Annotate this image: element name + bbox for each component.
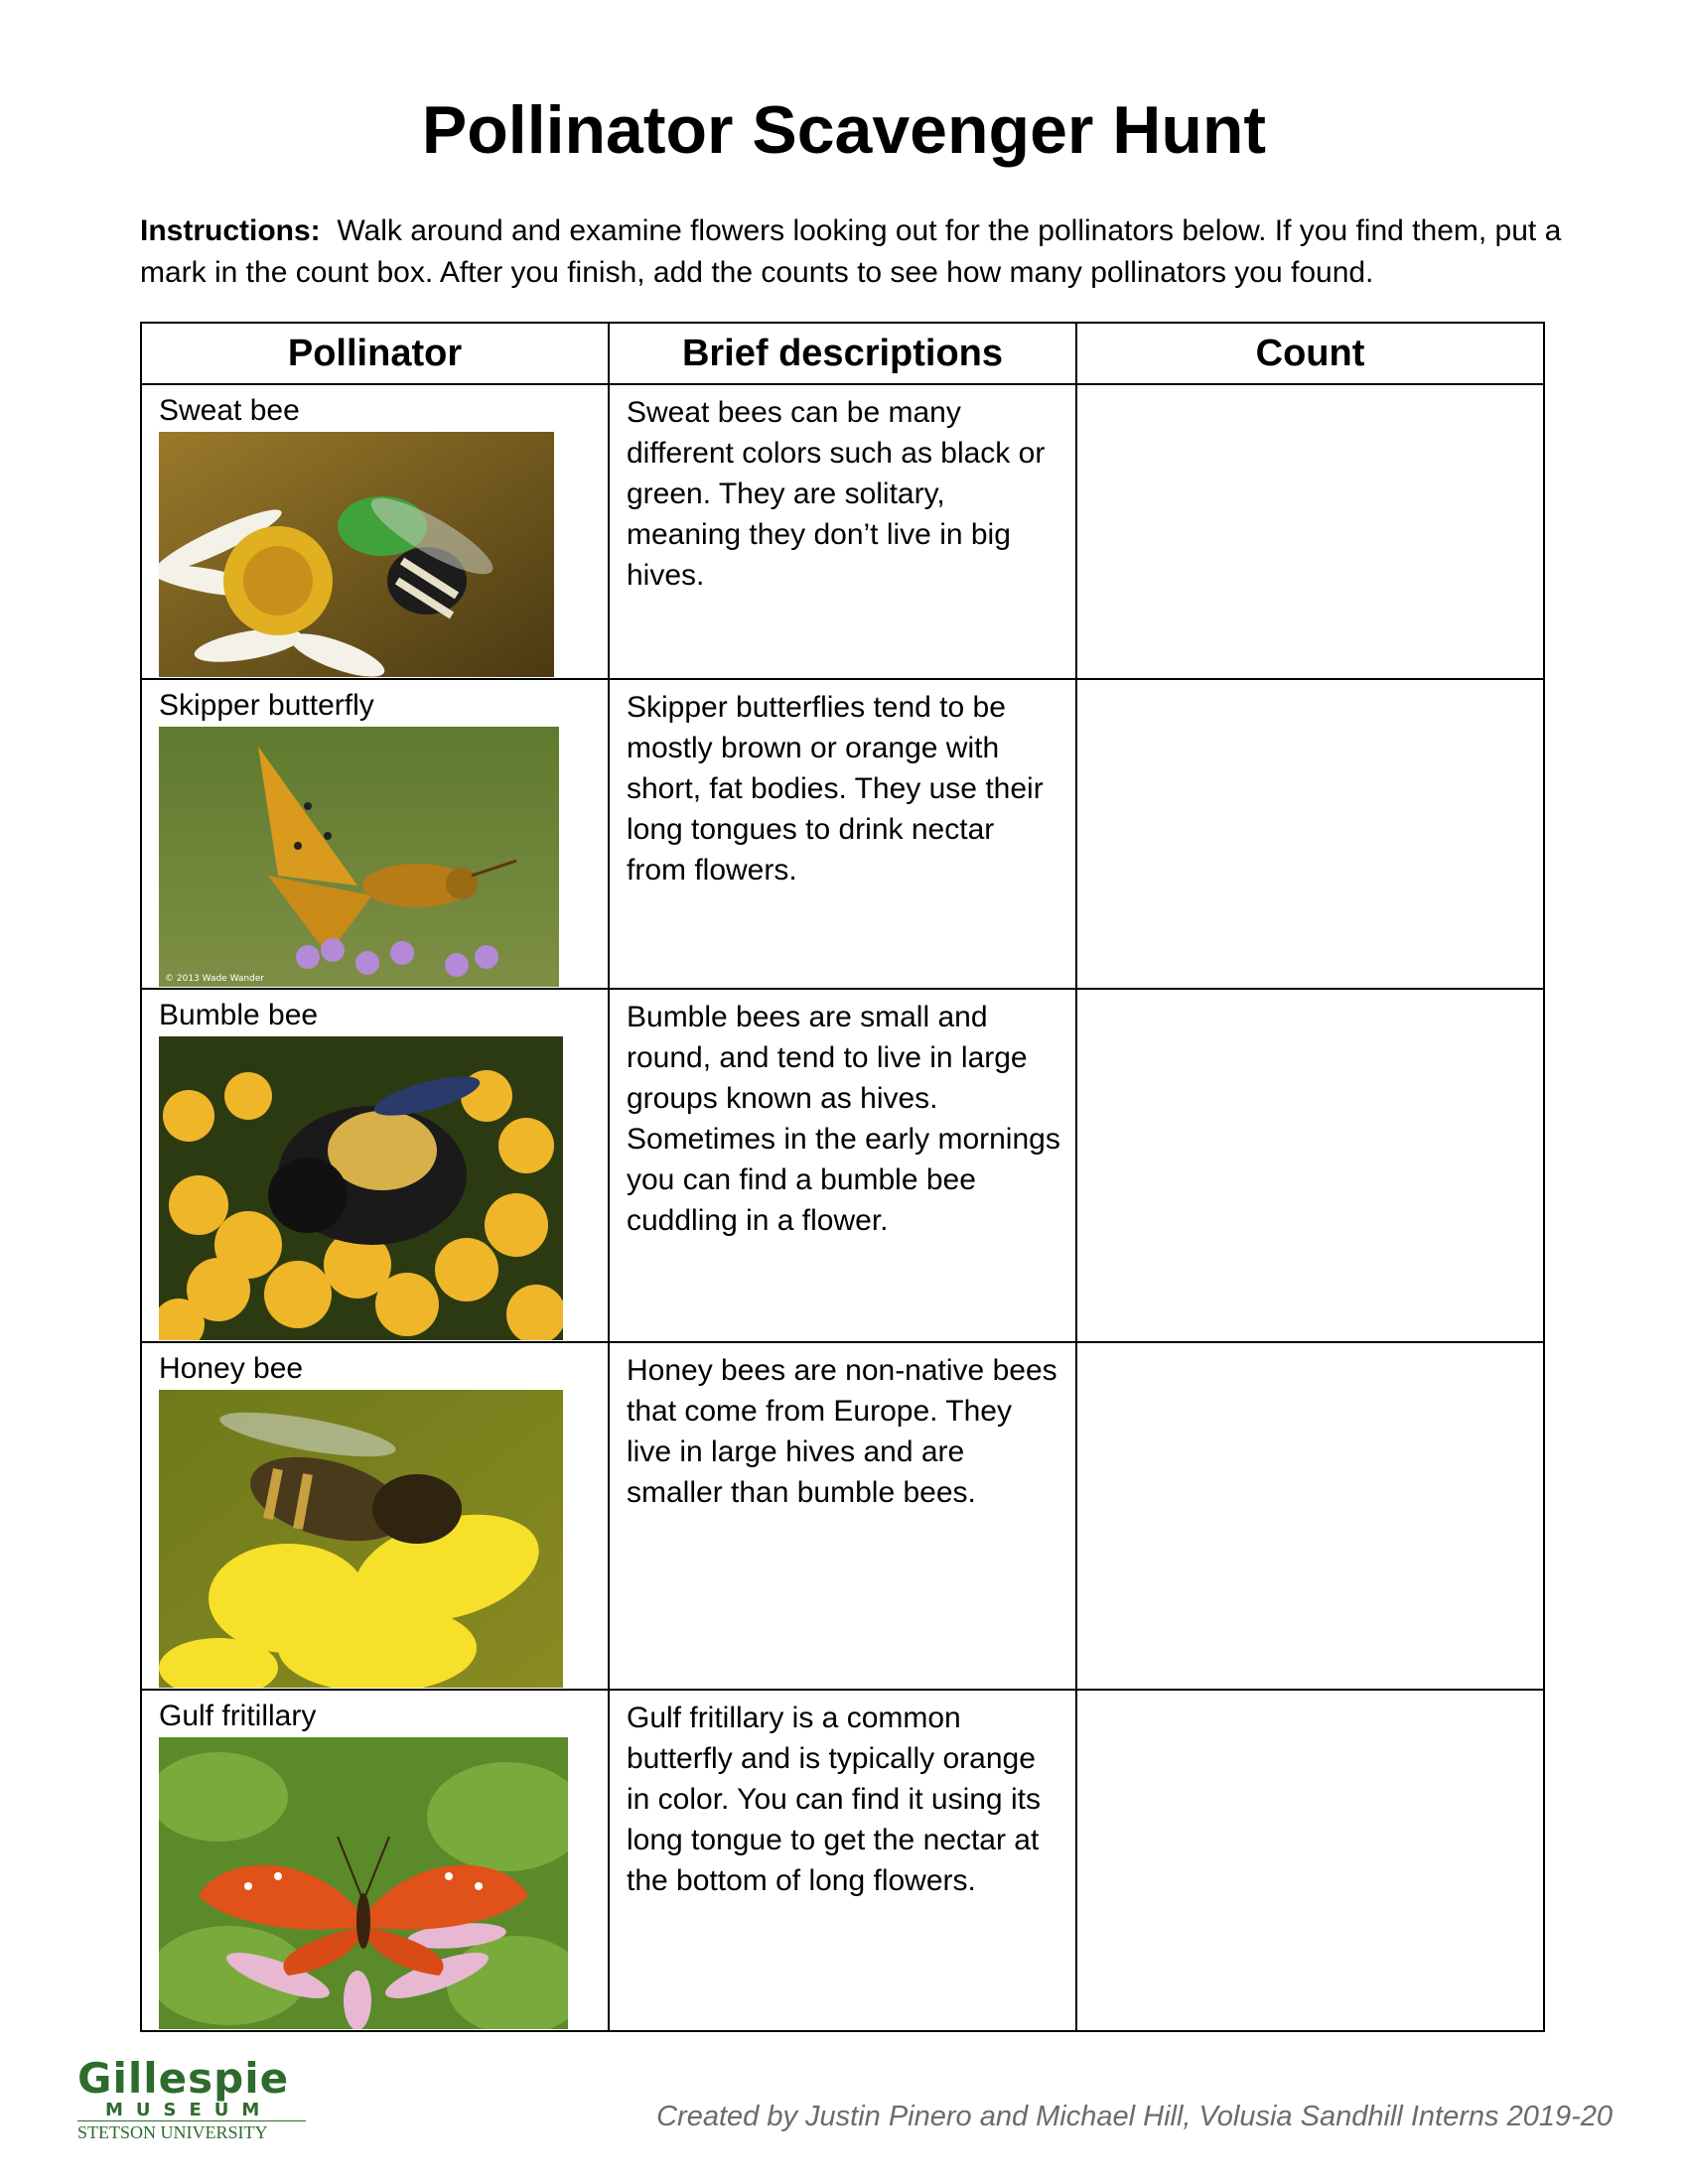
count-cell[interactable] — [1076, 1342, 1544, 1690]
sweat-bee-photo — [159, 432, 554, 677]
gillespie-museum-logo — [77, 2054, 306, 2143]
description-cell — [609, 1690, 1076, 2031]
logo-museum: MUSEUM — [105, 2100, 273, 2120]
logo-university: STETSON UNIVERSITY — [77, 2120, 306, 2143]
pollinator-cell — [141, 679, 609, 989]
credit-line: Created by Justin Pinero and Michael Hill, Volusia Sandhill Interns 2019-20 — [656, 2101, 1613, 2132]
honey-bee-photo — [159, 1390, 563, 1688]
pollinator-name: Honey bee — [159, 1352, 304, 1385]
pollinator-cell — [141, 1342, 609, 1690]
pollinator-cell — [141, 384, 609, 679]
pollinator-cell — [141, 1690, 609, 2031]
pollinator-description: Sweat bees can be many different colors such as black or green. They are solitary, meaning they don’t live in big hives. — [627, 396, 1046, 592]
skipper-butterfly-photo — [159, 727, 559, 987]
count-cell[interactable] — [1076, 679, 1544, 989]
page-title: Pollinator Scavenger Hunt — [421, 92, 1267, 168]
table-row — [141, 1342, 1544, 1690]
count-cell[interactable] — [1076, 384, 1544, 679]
table-row — [141, 1690, 1544, 2031]
table-row — [141, 679, 1544, 989]
description-cell — [609, 679, 1076, 989]
logo-name: Gillespie — [77, 2054, 290, 2103]
header-descriptions: Brief descriptions — [609, 323, 1076, 384]
description-cell — [609, 1342, 1076, 1690]
table-row — [141, 989, 1544, 1342]
count-cell[interactable] — [1076, 1690, 1544, 2031]
instructions — [140, 210, 1570, 294]
pollinator-cell — [141, 989, 609, 1342]
photo-credit: © 2013 Wade Wander — [165, 974, 265, 984]
pollinator-description: Bumble bees are small and round, and tend to live in large groups known as hives. Sometimes in the early mornings you can find a bumble bee cuddling in a flower. — [627, 1001, 1060, 1237]
instructions-text: Walk around and examine flowers looking out for the pollinators below. If you find them, put a mark in the count box. After you finish, add the counts to see how many pollinators you found. — [140, 214, 1562, 289]
gulf-fritillary-photo — [159, 1737, 568, 2029]
pollinator-name: Bumble bee — [159, 999, 319, 1031]
pollinator-name: Skipper butterfly — [159, 689, 374, 722]
pollinator-description: Skipper butterflies tend to be mostly brown or orange with short, fat bodies. They use their long tongues to drink nectar from flowers. — [627, 691, 1044, 887]
pollinator-description: Gulf fritillary is a common butterfly and is typically orange in color. You can find it using its long tongue to get the nectar at the bottom of long flowers. — [627, 1702, 1041, 1897]
description-cell — [609, 384, 1076, 679]
header-count: Count — [1076, 323, 1544, 384]
description-cell — [609, 989, 1076, 1342]
pollinator-name: Sweat bee — [159, 394, 300, 427]
count-cell[interactable] — [1076, 989, 1544, 1342]
table-row — [141, 384, 1544, 679]
header-pollinator: Pollinator — [141, 323, 609, 384]
pollinator-table — [140, 322, 1545, 2032]
pollinator-name: Gulf fritillary — [159, 1700, 317, 1732]
table-header-row — [141, 323, 1544, 384]
pollinator-description: Honey bees are non-native bees that come from Europe. They live in large hives and are smaller than bumble bees. — [627, 1354, 1057, 1509]
instructions-label: Instructions: — [140, 214, 321, 247]
bumble-bee-photo — [159, 1036, 563, 1340]
